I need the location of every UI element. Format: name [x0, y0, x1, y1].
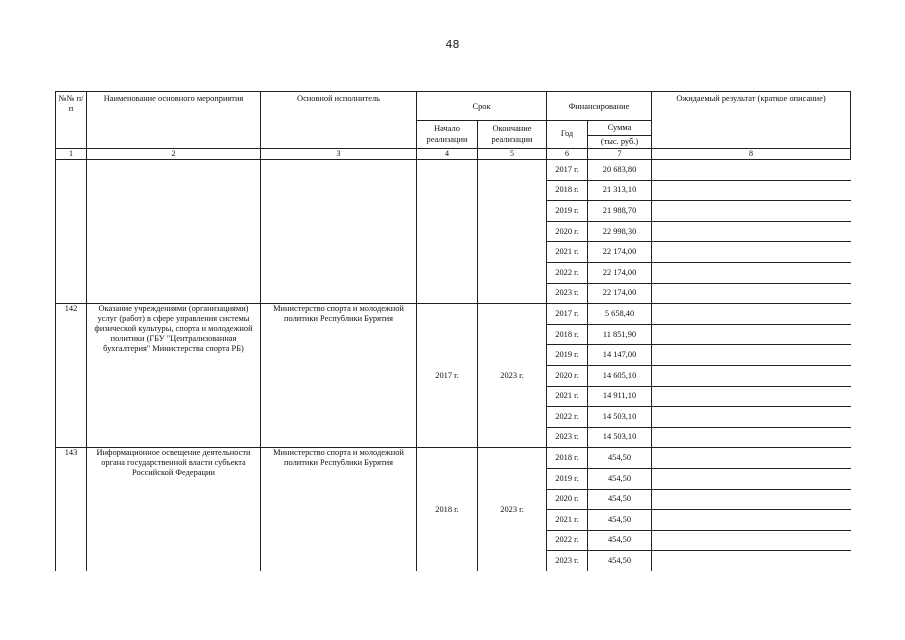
item-end: 2023 г. [478, 448, 547, 571]
sum-cell: 22 174,00 [588, 283, 652, 304]
year-cell: 2020 г. [547, 221, 588, 242]
year-cell: 2022 г. [547, 530, 588, 551]
year-cell: 2021 г. [547, 510, 588, 531]
sum-cell: 5 658,40 [588, 304, 652, 325]
header-term: Срок [417, 92, 547, 121]
year-cell: 2019 г. [547, 468, 588, 489]
year-cell: 2020 г. [547, 365, 588, 386]
year-cell: 2017 г. [547, 304, 588, 325]
header-year: Год [547, 121, 588, 149]
header-start: Начало реализации [417, 121, 478, 149]
year-cell: 2019 г. [547, 345, 588, 366]
sum-cell: 454,50 [588, 530, 652, 551]
year-cell: 2023 г. [547, 283, 588, 304]
year-cell: 2017 г. [547, 160, 588, 181]
item-start [417, 160, 478, 304]
header-sum: Сумма [588, 121, 652, 136]
sum-cell: 454,50 [588, 510, 652, 531]
item-number [56, 160, 87, 304]
sum-cell: 20 683,80 [588, 160, 652, 181]
result-cell [652, 407, 851, 428]
result-cell [652, 510, 851, 531]
result-cell [652, 221, 851, 242]
header-end: Окончание реализации [478, 121, 547, 149]
sum-cell: 21 988,70 [588, 201, 652, 222]
result-cell [652, 304, 851, 325]
sum-cell: 14 503,10 [588, 427, 652, 448]
year-cell: 2023 г. [547, 427, 588, 448]
sum-cell: 11 851,90 [588, 324, 652, 345]
page-number: 48 [445, 38, 460, 51]
header-num: №№ п/п [56, 92, 87, 149]
column-number: 8 [652, 149, 851, 160]
result-cell [652, 551, 851, 571]
result-cell [652, 427, 851, 448]
column-number: 3 [261, 149, 417, 160]
item-number: 142 [56, 304, 87, 448]
item-executor: Министерство спорта и молодежной политики Республики Бурятия [261, 304, 417, 448]
header-financing: Финансирование [547, 92, 652, 121]
column-number: 6 [547, 149, 588, 160]
table-row [56, 448, 851, 469]
item-start: 2017 г. [417, 304, 478, 448]
column-number: 5 [478, 149, 547, 160]
year-cell: 2018 г. [547, 324, 588, 345]
item-number: 143 [56, 448, 87, 571]
year-cell: 2021 г. [547, 242, 588, 263]
sum-cell: 22 174,00 [588, 242, 652, 263]
header-result: Ожидаемый результат (краткое описание) [652, 92, 851, 149]
column-number: 1 [56, 149, 87, 160]
header-name: Наименование основного мероприятия [87, 92, 261, 149]
result-cell [652, 201, 851, 222]
sum-cell: 14 503,10 [588, 407, 652, 428]
item-name: Оказание учреждениями (организациями) услуг (работ) в сфере управления системы физической культуры, спорта и молодежной политики (ГБУ "Централизованная бухгалтерия" Министерства спорта РБ) [87, 304, 261, 448]
sum-cell: 21 313,10 [588, 180, 652, 201]
result-cell [652, 324, 851, 345]
result-cell [652, 365, 851, 386]
result-cell [652, 489, 851, 510]
sum-cell: 14 605,10 [588, 365, 652, 386]
item-executor [261, 160, 417, 304]
table-row [56, 160, 851, 181]
header-sum-unit: (тыс. руб.) [588, 136, 652, 149]
sum-cell: 22 998,30 [588, 221, 652, 242]
column-number: 4 [417, 149, 478, 160]
item-executor: Министерство спорта и молодежной политики Республики Бурятия [261, 448, 417, 571]
result-cell [652, 160, 851, 181]
column-number: 2 [87, 149, 261, 160]
year-cell: 2019 г. [547, 201, 588, 222]
result-cell [652, 468, 851, 489]
item-end: 2023 г. [478, 304, 547, 448]
result-cell [652, 530, 851, 551]
year-cell: 2018 г. [547, 180, 588, 201]
year-cell: 2018 г. [547, 448, 588, 469]
result-cell [652, 283, 851, 304]
item-name [87, 160, 261, 304]
item-start: 2018 г. [417, 448, 478, 571]
result-cell [652, 448, 851, 469]
program-table [55, 91, 851, 571]
result-cell [652, 345, 851, 366]
sum-cell: 454,50 [588, 468, 652, 489]
result-cell [652, 180, 851, 201]
sum-cell: 454,50 [588, 448, 652, 469]
table-row [56, 304, 851, 325]
year-cell: 2020 г. [547, 489, 588, 510]
year-cell: 2022 г. [547, 407, 588, 428]
result-cell [652, 242, 851, 263]
year-cell: 2021 г. [547, 386, 588, 407]
sum-cell: 14 911,10 [588, 386, 652, 407]
item-end [478, 160, 547, 304]
sum-cell: 14 147,00 [588, 345, 652, 366]
column-number: 7 [588, 149, 652, 160]
year-cell: 2022 г. [547, 262, 588, 283]
sum-cell: 454,50 [588, 551, 652, 571]
result-cell [652, 262, 851, 283]
header-executor: Основной исполнитель [261, 92, 417, 149]
column-number-row [56, 149, 851, 160]
sum-cell: 22 174,00 [588, 262, 652, 283]
item-name: Информационное освещение деятельности органа государственной власти субъекта Российской Федерации [87, 448, 261, 571]
year-cell: 2023 г. [547, 551, 588, 571]
sum-cell: 454,50 [588, 489, 652, 510]
result-cell [652, 386, 851, 407]
